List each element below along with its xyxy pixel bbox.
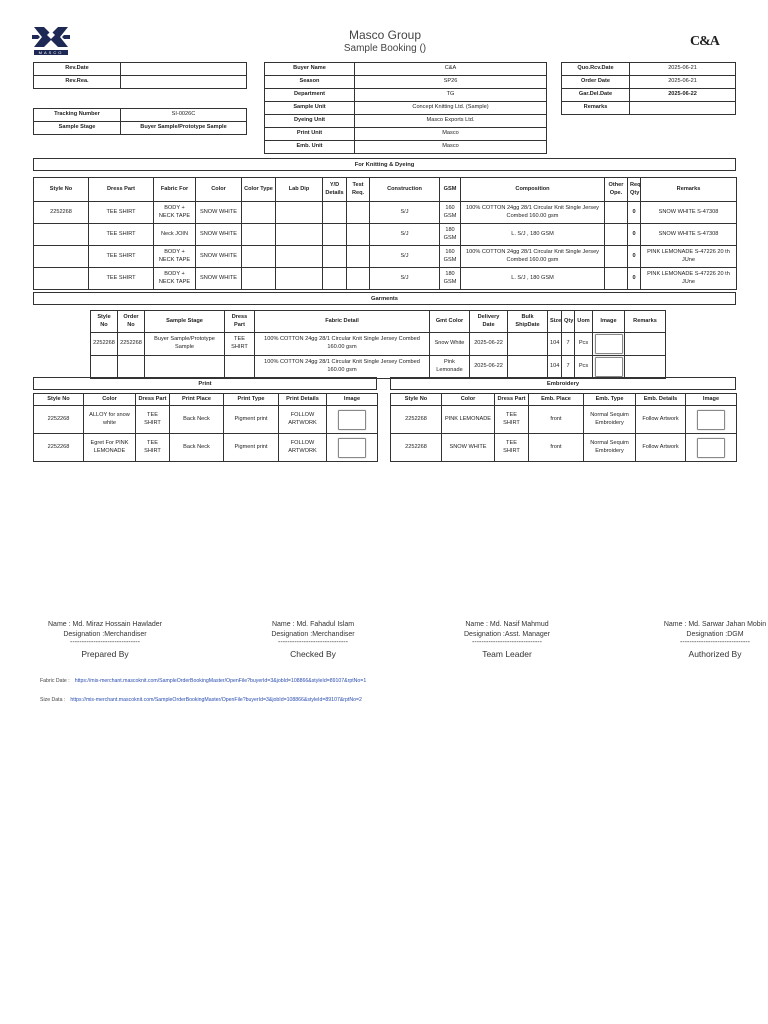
table-cell [276, 224, 323, 246]
table-cell [323, 246, 347, 268]
table-cell: BODY + NECK TAPE [154, 202, 196, 224]
info-label: Gar.Del.Date [562, 89, 630, 102]
column-header: Emb. Details [636, 394, 686, 406]
column-header: Color [196, 178, 242, 202]
signature-role: Authorized By [688, 649, 742, 660]
table-cell: L. S/J , 180 GSM [461, 268, 605, 290]
table-cell: Back Neck [170, 434, 224, 462]
signatory-name: Name : Md. Miraz Hossain Hawlader [48, 621, 162, 628]
attachment-link[interactable]: https://mis-merchant.mascoknit.com/SampleOrderBookingMaster/OpenFile?buyerId=3&jobId=108866&styleId=89107&rptNo=2 [70, 697, 362, 703]
image-placeholder [338, 410, 366, 430]
header-row [91, 311, 666, 333]
company-logo [30, 25, 72, 57]
table-cell: 100% COTTON 24gg 28/1 Circular Knit Single Jersey Combed 160.00 gsm [255, 356, 430, 379]
column-header: Y/D Details [323, 178, 347, 202]
column-header: Uom [575, 311, 593, 333]
link-label: Fabric Date : [40, 678, 70, 684]
info-label: Order Date [562, 76, 630, 89]
info-label: Dyeing Unit [265, 115, 355, 128]
column-header: Dress Part [495, 394, 529, 406]
masco-logo-icon [30, 25, 72, 57]
image-placeholder [697, 410, 725, 430]
signatory-name: Name : Md. Nasif Mahmud [465, 621, 549, 628]
table-cell: PINK LEMONADE S-47226 20 th JUne [641, 268, 737, 290]
table-cell: 2025-06-22 [470, 356, 508, 379]
table-row [34, 202, 737, 224]
table-cell: SNOW WHITE [196, 268, 242, 290]
table-cell [605, 224, 628, 246]
table-cell: Follow Artwork [636, 406, 686, 434]
column-header: Size [548, 311, 562, 333]
table-cell: 104 [548, 333, 562, 356]
table-cell: Snow White [430, 333, 470, 356]
signatory-name: Name : Md. Sarwar Jahan Mobin [663, 621, 767, 628]
info-row [265, 115, 547, 128]
table-cell [625, 333, 666, 356]
table-cell: 160 GSM [440, 246, 461, 268]
info-value: 2025-06-22 [630, 89, 736, 102]
table-cell [118, 356, 145, 379]
table-cell [276, 268, 323, 290]
knitting-table [33, 177, 737, 290]
signatory-designation: Designation :Merchandiser [63, 631, 147, 639]
table-cell [686, 434, 737, 462]
signature-authorized-by [640, 620, 768, 661]
date-info-table [561, 62, 736, 115]
table-cell: 7 [562, 333, 575, 356]
company-title: Masco Group [348, 28, 422, 42]
info-value: Masco [355, 141, 547, 154]
table-cell: 100% COTTON 24gg 28/1 Circular Knit Single Jersey Combed 160.00 gsm [461, 246, 605, 268]
info-row [265, 141, 547, 154]
column-header: Order No [118, 311, 145, 333]
signature-prepared-by [30, 620, 180, 661]
attachment-links [40, 678, 740, 716]
column-header: Emb. Type [584, 394, 636, 406]
table-cell [347, 246, 370, 268]
table-cell: 2252268 [34, 406, 84, 434]
info-label: Department [265, 89, 355, 102]
info-row [562, 102, 736, 115]
table-cell [323, 202, 347, 224]
column-header: Remarks [641, 178, 737, 202]
table-cell: TEE SHIRT [89, 268, 154, 290]
info-row [265, 102, 547, 115]
table-cell: 2252268 [391, 434, 442, 462]
table-cell: 2025-06-22 [470, 333, 508, 356]
table-cell: Normal Sequim Embroidery [584, 434, 636, 462]
table-cell [225, 356, 255, 379]
link-label: Size Data : [40, 697, 66, 703]
column-header: Color Type [242, 178, 276, 202]
signature-checked-by [238, 620, 388, 661]
table-cell: S/J [370, 246, 440, 268]
info-row [562, 89, 736, 102]
table-cell [276, 246, 323, 268]
buyer-info-table [264, 62, 547, 154]
image-placeholder [595, 334, 623, 354]
table-cell: 2252268 [118, 333, 145, 356]
table-cell: front [529, 406, 584, 434]
table-cell: 0 [628, 268, 641, 290]
info-value: 2025-06-21 [630, 63, 736, 76]
table-cell: 2252268 [34, 434, 84, 462]
column-header: Other Ope. [605, 178, 628, 202]
table-cell: TEE SHIRT [225, 333, 255, 356]
table-cell: front [529, 434, 584, 462]
info-value: C&A [355, 63, 547, 76]
knitting-section-title: For Knitting & Dyeing [33, 158, 736, 171]
table-cell [593, 356, 625, 379]
column-header: Color [84, 394, 136, 406]
table-cell: Normal Sequim Embroidery [584, 406, 636, 434]
table-cell [686, 406, 737, 434]
table-cell: BODY + NECK TAPE [154, 246, 196, 268]
column-header: Remarks [625, 311, 666, 333]
table-cell: 0 [628, 246, 641, 268]
info-label: Quo.Rcv.Date [562, 63, 630, 76]
table-cell [347, 202, 370, 224]
table-cell: SNOW WHITE [196, 202, 242, 224]
info-label: Tracking Number [34, 109, 121, 122]
attachment-link[interactable]: https://mis-merchant.mascoknit.com/SampleOrderBookingMaster/OpenFile?buyerId=3&jobId=108866&styleId=89107&rptNo=1 [74, 678, 367, 684]
column-header: Req Qty [628, 178, 641, 202]
table-cell: PINK LEMONADE [442, 406, 495, 434]
info-row [34, 122, 247, 135]
table-cell: SNOW WHITE S-47308 [641, 224, 737, 246]
table-cell [34, 246, 89, 268]
info-label: Print Unit [265, 128, 355, 141]
table-row [34, 224, 737, 246]
column-header: Lab Dip [276, 178, 323, 202]
header-row [391, 394, 737, 406]
garments-section-title: Garments [33, 292, 736, 305]
info-row [265, 89, 547, 102]
image-placeholder [697, 438, 725, 458]
table-cell: Pigment print [224, 434, 279, 462]
document-subtitle: Sample Booking () [343, 43, 427, 54]
info-row [265, 63, 547, 76]
table-cell: 100% COTTON 24gg 28/1 Circular Knit Single Jersey Combed 160.00 gsm [255, 333, 430, 356]
column-header: Emb. Place [529, 394, 584, 406]
column-header: Print Place [170, 394, 224, 406]
table-cell [605, 268, 628, 290]
table-cell: 2252268 [91, 333, 118, 356]
table-cell: TEE SHIRT [495, 434, 529, 462]
table-cell [145, 356, 225, 379]
image-placeholder [595, 357, 623, 377]
header-row [34, 394, 378, 406]
table-cell: 180 GSM [440, 224, 461, 246]
info-value [630, 102, 736, 115]
column-header: GSM [440, 178, 461, 202]
embroidery-section-title: Embroidery [390, 377, 736, 390]
info-row [34, 63, 247, 76]
info-label: Rev.Rea. [34, 76, 121, 89]
table-row [91, 333, 666, 356]
table-cell [242, 202, 276, 224]
column-header: Image [593, 311, 625, 333]
column-header: Print Details [279, 394, 327, 406]
column-header: Image [327, 394, 378, 406]
table-cell [508, 356, 548, 379]
svg-text:MASCO: MASCO [38, 50, 64, 56]
table-cell: TEE SHIRT [89, 202, 154, 224]
info-row [34, 76, 247, 89]
table-cell [242, 268, 276, 290]
column-header: Dress Part [136, 394, 170, 406]
column-header: Test Req. [347, 178, 370, 202]
info-value: Masco Exports Ltd. [355, 115, 547, 128]
table-cell: FOLLOW ARTWORK [279, 406, 327, 434]
table-cell [605, 246, 628, 268]
table-cell: ALLOY for snow white [84, 406, 136, 434]
column-header: Style No [91, 311, 118, 333]
signature-role: Team Leader [482, 649, 532, 660]
table-cell [34, 224, 89, 246]
table-row [34, 246, 737, 268]
signature-role: Prepared By [81, 649, 129, 660]
column-header: Style No [34, 178, 89, 202]
table-cell: S/J [370, 268, 440, 290]
table-row [391, 434, 737, 462]
table-cell: Pink Lemonade [430, 356, 470, 379]
table-cell: 160 GSM [440, 202, 461, 224]
info-label: Sample Unit [265, 102, 355, 115]
table-cell: Follow Artwork [636, 434, 686, 462]
column-header: Gmt Color [430, 311, 470, 333]
table-cell: Buyer Sample/Prototype Sample [145, 333, 225, 356]
table-cell: 180 GSM [440, 268, 461, 290]
garments-table [90, 310, 666, 379]
print-section-title: Print [33, 377, 377, 390]
table-cell [347, 268, 370, 290]
info-row [265, 76, 547, 89]
column-header: Dress Part [89, 178, 154, 202]
info-row [265, 128, 547, 141]
column-header: Bulk ShipDate [508, 311, 548, 333]
table-cell: 7 [562, 356, 575, 379]
attachment-link-row [40, 697, 740, 703]
table-cell: SNOW WHITE S-47308 [641, 202, 737, 224]
table-cell: 0 [628, 202, 641, 224]
info-value: Concept Knitting Ltd. (Sample) [355, 102, 547, 115]
table-cell [91, 356, 118, 379]
column-header: Style No [391, 394, 442, 406]
brand-logo: C&A [690, 34, 719, 49]
info-value: Buyer Sample/Prototype Sample [121, 122, 247, 135]
table-cell: TEE SHIRT [89, 224, 154, 246]
signature-line: ------------------------------ [680, 639, 750, 647]
info-value: SP26 [355, 76, 547, 89]
table-cell [242, 246, 276, 268]
info-label: Remarks [562, 102, 630, 115]
signatory-designation: Designation :DGM [686, 631, 744, 639]
column-header: Dress Part [225, 311, 255, 333]
column-header: Qty [562, 311, 575, 333]
signatory-name: Name : Md. Fahadul Islam [271, 621, 355, 628]
table-cell: 104 [548, 356, 562, 379]
header-row [34, 178, 737, 202]
table-cell: SNOW WHITE [442, 434, 495, 462]
table-cell: BODY + NECK TAPE [154, 268, 196, 290]
column-header: Fabric For [154, 178, 196, 202]
table-row [34, 434, 378, 462]
table-cell: S/J [370, 224, 440, 246]
table-cell [34, 268, 89, 290]
info-value [121, 76, 247, 89]
info-label: Emb. Unit [265, 141, 355, 154]
table-cell: PINK LEMONADE S-47226 20 th JUne [641, 246, 737, 268]
info-label: Buyer Name [265, 63, 355, 76]
column-header: Sample Stage [145, 311, 225, 333]
info-label: Rev.Date [34, 63, 121, 76]
table-cell [242, 224, 276, 246]
column-header: Style No [34, 394, 84, 406]
table-cell: Egret For PINK LEMONADE [84, 434, 136, 462]
signature-line: ------------------------------ [70, 639, 140, 647]
table-cell [625, 356, 666, 379]
embroidery-table [390, 393, 737, 462]
table-cell [347, 224, 370, 246]
table-cell: 2252268 [34, 202, 89, 224]
info-label: Season [265, 76, 355, 89]
tracking-info-table [33, 108, 247, 135]
table-cell [593, 333, 625, 356]
table-cell [327, 434, 378, 462]
signatory-designation: Designation :Merchandiser [271, 631, 355, 639]
table-row [91, 356, 666, 379]
table-cell: 100% COTTON 24gg 28/1 Circular Knit Single Jersey Combed 160.00 gsm [461, 202, 605, 224]
column-header: Composition [461, 178, 605, 202]
table-cell [327, 406, 378, 434]
rev-info-table [33, 62, 247, 89]
table-cell [276, 202, 323, 224]
table-cell: SNOW WHITE [196, 246, 242, 268]
signature-team-leader [432, 620, 582, 661]
attachment-link-row [40, 678, 740, 684]
table-cell: TEE SHIRT [136, 434, 170, 462]
info-value: Masco [355, 128, 547, 141]
table-cell: TEE SHIRT [89, 246, 154, 268]
column-header: Print Type [224, 394, 279, 406]
table-cell: TEE SHIRT [495, 406, 529, 434]
table-cell: 2252268 [391, 406, 442, 434]
column-header: Delivery Date [470, 311, 508, 333]
info-row [34, 109, 247, 122]
table-cell: L. S/J , 180 GSM [461, 224, 605, 246]
table-cell: Pcs [575, 333, 593, 356]
table-cell: SNOW WHITE [196, 224, 242, 246]
table-cell: Back Neck [170, 406, 224, 434]
signature-block [20, 620, 767, 660]
info-row [562, 63, 736, 76]
column-header: Fabric Detail [255, 311, 430, 333]
print-table [33, 393, 378, 462]
table-cell: TEE SHIRT [136, 406, 170, 434]
info-value: 2025-06-21 [630, 76, 736, 89]
table-cell: Pigment print [224, 406, 279, 434]
info-value [121, 63, 247, 76]
column-header: Image [686, 394, 737, 406]
table-cell: S/J [370, 202, 440, 224]
column-header: Color [442, 394, 495, 406]
table-cell [508, 333, 548, 356]
info-label: Sample Stage [34, 122, 121, 135]
info-row [562, 76, 736, 89]
table-cell [323, 224, 347, 246]
signature-line: ------------------------------ [472, 639, 542, 647]
table-row [34, 268, 737, 290]
table-cell: FOLLOW ARTWORK [279, 434, 327, 462]
table-cell [323, 268, 347, 290]
signature-role: Checked By [290, 649, 336, 660]
info-value: TG [355, 89, 547, 102]
table-cell: Neck JOIN [154, 224, 196, 246]
info-value: SI-0026C [121, 109, 247, 122]
image-placeholder [338, 438, 366, 458]
signature-line: ------------------------------ [278, 639, 348, 647]
column-header: Construction [370, 178, 440, 202]
signatory-designation: Designation :Asst. Manager [464, 631, 550, 639]
table-cell: 0 [628, 224, 641, 246]
table-row [391, 406, 737, 434]
table-cell: Pcs [575, 356, 593, 379]
table-row [34, 406, 378, 434]
table-cell [605, 202, 628, 224]
